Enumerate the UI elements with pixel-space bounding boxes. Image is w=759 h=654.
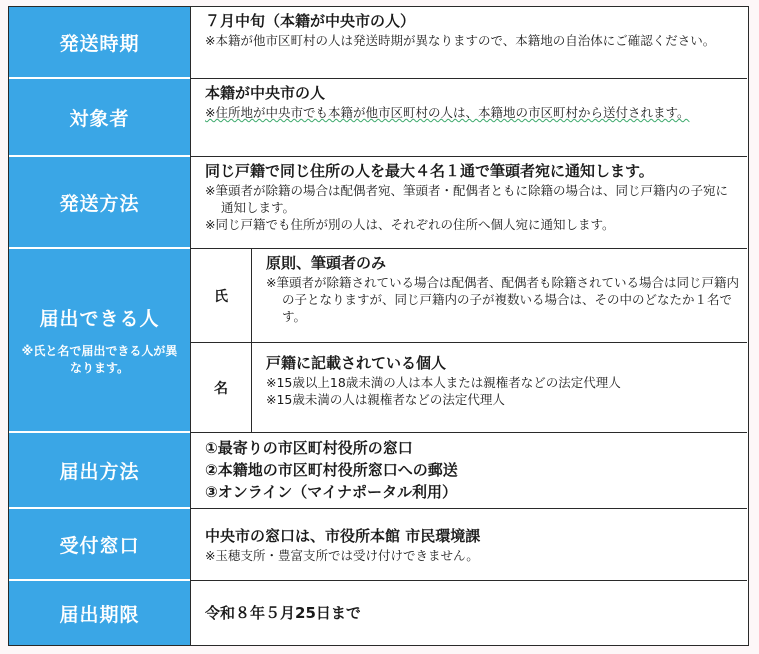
main-text: 原則、筆頭者のみ <box>266 254 387 272</box>
header-label: 受付窓口 <box>59 534 140 557</box>
header-cell <box>9 509 190 581</box>
note-text: ※同じ戸籍でも住所が別の人は、それぞれの住所へ個人宛に通知します。 <box>205 217 615 232</box>
header-cell <box>9 581 190 645</box>
header-cell <box>9 157 190 249</box>
header-cell <box>9 7 190 79</box>
header-cell <box>9 433 190 509</box>
content-cell <box>190 79 747 157</box>
header-label: 対象者 <box>69 107 130 130</box>
surname-key: 氏 <box>191 249 252 342</box>
note-text: ※15歳未満の人は親権者などの法定代理人 <box>266 392 505 407</box>
row-filing-method <box>9 433 747 509</box>
header-cell <box>9 249 190 433</box>
row-applicant <box>9 249 747 433</box>
row-target <box>9 79 747 157</box>
content-cell <box>190 581 747 645</box>
header-label: 届出できる人 <box>39 307 160 330</box>
given-name-row <box>191 343 747 433</box>
main-text: 戸籍に記載されている個人 <box>266 354 447 372</box>
note-text: ※15歳以上18歳未満の人は本人または親権者などの法定代理人 <box>266 375 621 390</box>
main-text: 令和８年５月25日まで <box>205 603 361 622</box>
row-shipping-period <box>9 7 747 79</box>
surname-row <box>191 249 747 343</box>
method-item: ③オンライン（マイナポータル利用） <box>205 483 457 501</box>
main-text: 本籍が中央市の人 <box>205 84 326 102</box>
note-text: ※玉穂支所・豊富支所では受け付けできません。 <box>205 547 479 563</box>
header-cell <box>9 79 190 157</box>
content-cell <box>190 509 747 581</box>
applicant-split <box>190 249 747 433</box>
header-label: 発送方法 <box>59 192 140 215</box>
note-text: ※住所地が中央市でも本籍が他市区町村の人は、本籍地の市区町村から送付されます。 <box>205 105 690 120</box>
note-text: ※筆頭者が除籍の場合は配偶者宛、筆頭者・配偶者ともに除籍の場合は、同じ戸籍内の子宛に通知します。 <box>205 183 728 215</box>
main-text: ７月中旬（本籍が中央市の人） <box>205 12 416 30</box>
given-name-value <box>252 343 747 432</box>
given-name-key: 名 <box>191 343 252 432</box>
header-label: 発送時期 <box>59 32 140 55</box>
note-text: ※本籍が他市区町村の人は発送時期が異なりますので、本籍地の自治体にご確認ください。 <box>205 33 716 48</box>
content-cell <box>190 7 747 79</box>
info-table <box>8 6 749 646</box>
header-label: 届出方法 <box>59 460 140 483</box>
main-text: 中央市の窓口は、市役所本館 市民環境課 <box>205 526 481 545</box>
content-cell <box>190 433 747 509</box>
surname-value <box>252 249 747 342</box>
row-reception <box>9 509 747 581</box>
row-deadline <box>9 581 747 645</box>
main-text: 同じ戸籍で同じ住所の人を最大４名１通で筆頭者宛に通知します。 <box>205 162 654 180</box>
note-text: ※筆頭者が除籍されている場合は配偶者、配偶者も除籍されている場合は同じ戸籍内の子となりますが、同じ戸籍内の子が複数いる場合は、その中のどなたか１名です。 <box>266 275 739 324</box>
method-item: ②本籍地の市区町村役所窓口への郵送 <box>205 461 458 479</box>
method-item: ①最寄りの市区町村役所の窓口 <box>205 439 413 457</box>
row-shipping-method <box>9 157 747 249</box>
header-note: ※氏と名で届出できる人が異なります。 <box>21 343 178 375</box>
content-cell <box>190 157 747 249</box>
header-label: 届出期限 <box>59 603 140 626</box>
